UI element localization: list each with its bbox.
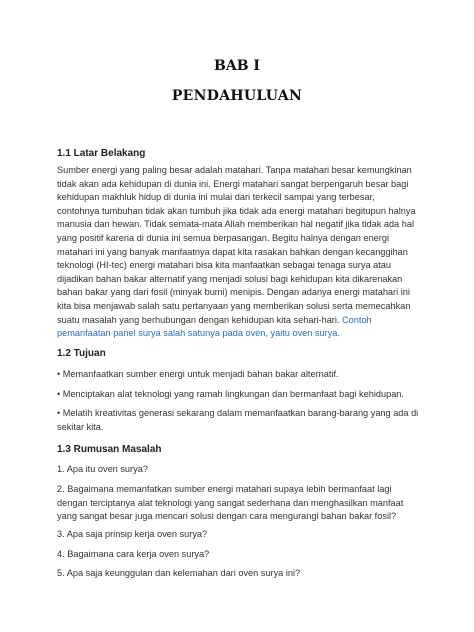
list-item-tujuan-2: • Menciptakan alat teknologi yang ramah lingkungan dan bermanfaat bagi kehidupan.: [57, 389, 404, 399]
section-heading-latar-belakang: 1.1 Latar Belakang: [57, 148, 146, 159]
section-heading-rumusan-masalah: 1.3 Rumusan Masalah: [57, 444, 162, 455]
highlighted-sentence: Contoh pemanfaatan panel surya salah satunya pada oven, yaitu oven surya.: [57, 314, 372, 339]
chapter-number: BAB I: [214, 58, 260, 74]
list-item-rumusan-3: 3. Apa saja prinsip kerja oven surya?: [57, 529, 208, 539]
list-item-tujuan-1: • Memanfaatkan sumber energi untuk menjadi bahan bakar alternatif.: [57, 369, 339, 379]
list-item-rumusan-2: 2. Bagaimana memanfatkan sumber energi matahari supaya lebih bermanfaat lagi dengan terciptanya alat teknologi yang sangat sederhana dan menghasilkan manfaat yang sangat besar juga mencari solusi dengan cara mengurangi bahan bakar fosil?: [57, 484, 404, 522]
list-item-rumusan-1: 1. Apa itu oven surya?: [57, 464, 148, 474]
paragraph-body-text: Sumber energi yang paling besar adalah matahari. Tanpa matahari besar kemungkinan tidak akan ada kehidupan di dunia ini. Energi matahari sangat berpengaruh besar bagi kehidupan makhluk hidup di dunia ini mulai dari terkecil sampai yang terbesar, contohnya tumbuhan tidak akan tumbuh jika tidak ada energi matahari begitupun halnya manusia dan hewan. Tidak semata-mata Allah memberikan hal negatif jika tidak ada hal yang positif karena di dunia ini semua berpasangan. Begitu halnya dengan energi matahari ini yang banyak manfaatnya dapat kita rasakan bahkan dengan kecanggihan teknologi (HI-tec) energi matahari bisa kita manfaatkan sebagai tenaga surya atau dijadikan bahan bakar alternatif yang menjadi solusi bagi kehidupan kita dikarenakan bahan bakar yang dari fosil (minyak bumi) menipis. Dengan adanya energi matahari ini kita bisa menjawab salah satu pertanyaan yang memberikan solusi serta memecahkan suatu masalah yang berhubungan dengan kehidupan kita sehari-hari.: [57, 165, 416, 325]
paragraph-latar-belakang: [57, 164, 419, 341]
section-heading-tujuan: 1.2 Tujuan: [57, 348, 106, 359]
list-item-rumusan-5: 5. Apa saja keunggulan dan kelemahan dari oven surya ini?: [57, 568, 301, 578]
list-item-tujuan-3: • Melatih kreativitas generasi sekarang dalam memanfaatkan barang-barang yang ada di sekitar kita.: [57, 408, 419, 432]
list-item-rumusan-4: 4. Bagaimana cara kerja oven surya?: [57, 549, 210, 559]
chapter-title: PENDAHULUAN: [171, 88, 303, 104]
